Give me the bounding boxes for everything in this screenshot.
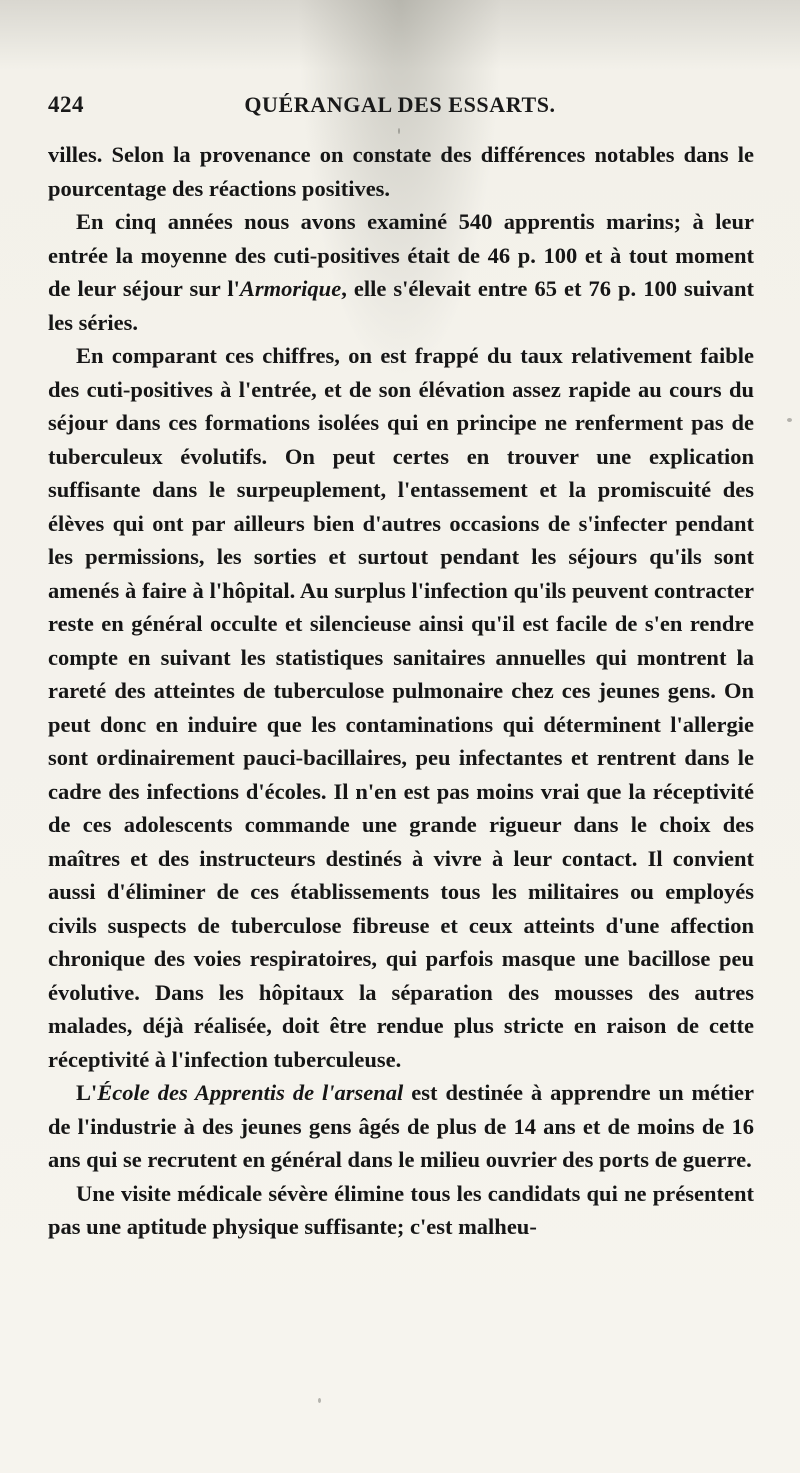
page-number: 424 (48, 92, 84, 117)
page-header (48, 92, 752, 126)
body-text (48, 138, 754, 1244)
paragraph-text-before: En cinq années nous avons examiné 540 apprentis marins; à leur entrée la moyenne des cuti-positives était de 46 p. 100 et à tout moment de leur séjour sur l' (48, 209, 754, 301)
paragraph-continuation (48, 138, 754, 205)
paragraph-text: En comparant ces chiffres, on est frappé du taux relativement faible des cuti-positives à l'entrée, et de son élévation assez rapide au cours du séjour dans ces formations isolées qui en principe ne renferment pas de tuberculeux évolutifs. On peut certes en trouver une explication suffisante dans le surpeuplement, l'entassement et la promiscuité des élèves qui ont par ailleurs bien d'autres occasions de s'infecter pendant les permissions, les sorties et surtout pendant les séjours qu'ils sont amenés à faire à l'hôpital. Au surplus l'infection qu'ils peuvent contracter reste en général occulte et silencieuse ainsi qu'il est facile de s'en rendre compte en suivant les statistiques sanitaires annuelles qui montrent la rareté des atteintes de tuberculose pulmonaire chez ces jeunes gens. On peut donc en induire que les contaminations qui déterminent l'allergie sont ordinairement pauci-bacillaires, peu infectantes et rentrent dans le cadre des infections d'écoles. Il n'en est pas moins vrai que la réceptivité de ces adolescents commande une grande rigueur dans le choix des maîtres et des instructeurs destinés à vivre à leur contact. Il convient aussi d'éliminer de ces établissements tous les militaires ou employés civils suspects de tuberculose fibreuse et ceux atteints d'une affection chronique des voies respiratoires, qui parfois masque une bacillose peu évolutive. Dans les hôpitaux la séparation des mousses des autres malades, déjà réalisée, doit être rendue plus stricte en raison de cette réceptivité à l'infection tuberculeuse. (48, 343, 754, 1072)
school-name: École des Apprentis de l'arsenal (97, 1080, 404, 1105)
paragraph-text-before: L' (76, 1080, 98, 1105)
paragraph-text: Une visite médicale sévère élimine tous les candidats qui ne présentent pas une aptitude physique suffisante; c'est malheu- (48, 1180, 754, 1239)
ink-speck (398, 128, 400, 134)
paragraph-text-after: est destinée à apprendre un métier de l'industrie à des jeunes gens âgés de plus de 14 ans et de moins de 16 ans qui se recrutent en général dans le milieu ouvrier des ports de guerre. (48, 1080, 754, 1172)
paragraph-visite-medicale (48, 1177, 754, 1244)
paragraph-apprentis-marins (48, 205, 754, 339)
paragraph-comparaison (48, 339, 754, 1076)
ink-speck (318, 1398, 321, 1403)
paragraph-text-after: , elle s'élevait entre 65 et 76 p. 100 suivant les séries. (48, 276, 755, 335)
paragraph-text: villes. Selon la provenance on constate des différences notables dans le pourcentage des réactions positives. (48, 142, 754, 201)
ink-speck (787, 418, 792, 422)
paragraph-ecole-apprentis (48, 1076, 754, 1177)
running-title: QUÉRANGAL DES ESSARTS. (244, 92, 556, 117)
ship-name: Armorique (239, 276, 342, 301)
